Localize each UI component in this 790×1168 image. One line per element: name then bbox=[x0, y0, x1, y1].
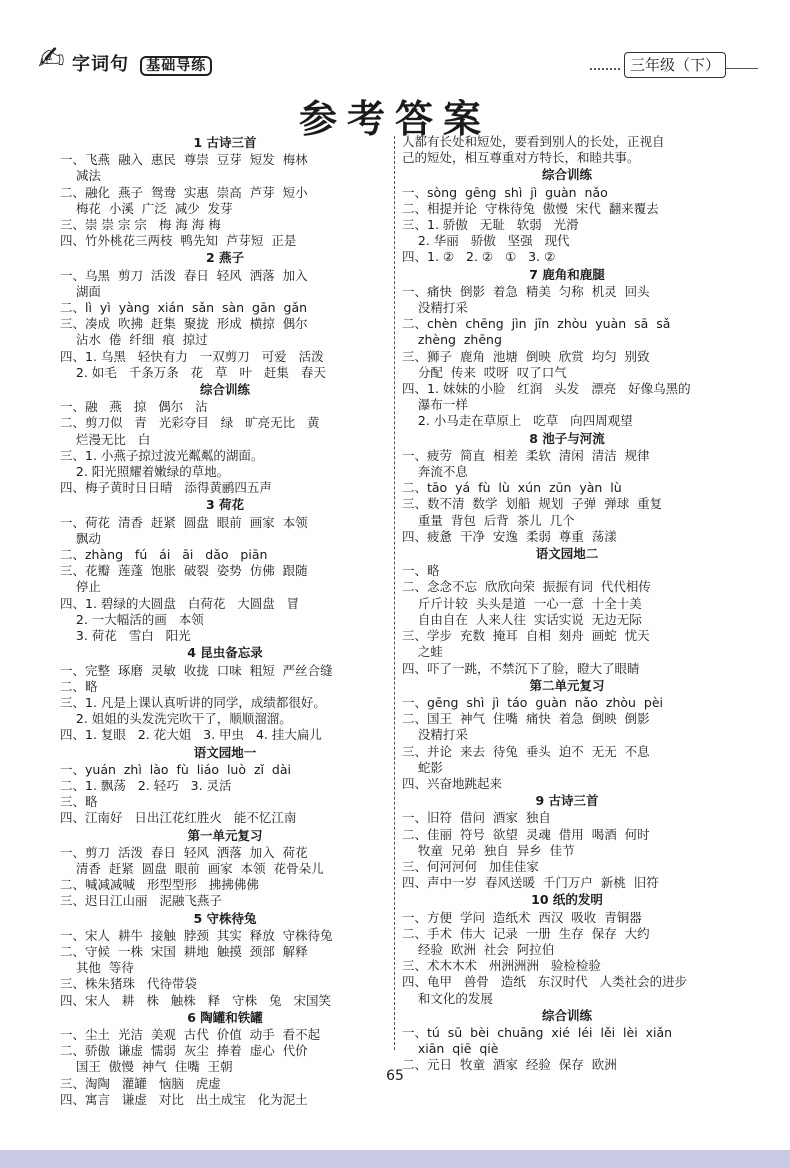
answer-line: 四、1. ② 2. ② ① 3. ② bbox=[402, 249, 556, 265]
answer-line: 一、乌黑 剪刀 活泼 春日 轻风 洒落 加入 bbox=[60, 267, 308, 283]
answer-line: 二、zhàng fú ái āi dǎo piān bbox=[60, 547, 268, 563]
answer-line: 四、1. 妹妹的小脸 红润 头发 漂亮 好像乌黑的 bbox=[402, 381, 691, 397]
answer-line: 没精打采 bbox=[402, 727, 468, 743]
answer-line: 二、佳丽 符号 欲望 灵魂 借用 喝酒 何时 bbox=[402, 826, 650, 842]
brush-icon: ✍ bbox=[38, 39, 65, 77]
answer-line: 2. 华丽 骄傲 坚强 现代 bbox=[402, 233, 570, 249]
section-heading: 3 荷花 bbox=[205, 497, 245, 513]
answer-line: 二、骄傲 谦虚 懦弱 灰尘 捧着 虚心 代价 bbox=[60, 1043, 308, 1059]
section-heading: 综合训练 bbox=[541, 167, 592, 183]
right-column bbox=[402, 134, 732, 1074]
answer-line: 三、并论 来去 待兔 垂头 迫不 无无 不息 bbox=[402, 743, 650, 759]
section-heading: 8 池子与河流 bbox=[529, 430, 605, 446]
grade-rule bbox=[726, 68, 758, 69]
answer-line: 牧童 兄弟 独自 异乡 佳节 bbox=[402, 842, 575, 858]
answer-line: 己的短处，相互尊重对方特长，和睦共事。 bbox=[402, 150, 640, 166]
answer-line: 四、1. 碧绿的大圆盘 白荷花 大圆盘 冒 bbox=[60, 595, 300, 611]
answer-line: 三、术木木术 州洲洲洲 验检检验 bbox=[402, 958, 601, 974]
answer-line: 二、融化 燕子 鸳鸯 实惠 崇高 芦芽 短小 bbox=[60, 184, 308, 200]
answer-line: 2. 阳光照耀着嫩绿的草地。 bbox=[60, 464, 230, 480]
answer-line: 二、相提并论 守株待兔 傲慢 宋代 翻来覆去 bbox=[402, 200, 659, 216]
answer-line: 四、龟甲 兽骨 造纸 东汉时代 人类社会的进步 bbox=[402, 974, 688, 990]
answer-line: 一、旧符 借问 酒家 独自 bbox=[402, 810, 551, 826]
answer-line: 一、尘土 光洁 美观 古代 价值 动手 看不起 bbox=[60, 1026, 321, 1042]
answer-line: 二、念念不忘 欣欣向荣 振振有词 代代相传 bbox=[402, 579, 651, 595]
answer-line: 一、完整 琢磨 灵敏 收拢 口味 粗短 严丝合缝 bbox=[60, 662, 333, 678]
answer-line: 2. 一大幅活的画 本领 bbox=[60, 611, 204, 627]
answer-line: 奔流不息 bbox=[402, 464, 468, 480]
book-logo bbox=[38, 39, 248, 78]
answer-line: 三、狮子 鹿角 池塘 倒映 欣赏 均匀 别致 bbox=[402, 348, 650, 364]
answer-line: 烂漫无比 白 bbox=[60, 431, 151, 447]
section-heading: 4 昆虫备忘录 bbox=[187, 645, 263, 661]
section-heading: 7 鹿角和鹿腿 bbox=[529, 266, 605, 282]
answer-line: 瀑布一样 bbox=[402, 397, 468, 413]
answer-line: 四、宋人 耕 株 触株 释 守株 兔 宋国笑 bbox=[60, 992, 331, 1008]
answer-line: 其他 等待 bbox=[60, 960, 134, 976]
answer-line: 四、吓了一跳，不禁沉下了脸，瞪大了眼睛 bbox=[402, 660, 640, 676]
answer-line: 蛇影 bbox=[402, 759, 443, 775]
answer-line: 之蛙 bbox=[402, 644, 443, 660]
answer-line: 二、chèn chēng jìn jīn zhòu yuàn sā sǎ bbox=[402, 316, 671, 332]
answer-line: 清香 赶紧 圆盘 眼前 画家 本领 花骨朵儿 bbox=[60, 860, 324, 876]
answer-line: 二、手术 伟大 记录 一册 生存 保存 大约 bbox=[402, 925, 650, 941]
answer-line: 二、喊减减喊 形型型形 拂拂佛佛 bbox=[60, 877, 259, 893]
section-heading: 综合训练 bbox=[199, 382, 250, 398]
answer-line: 一、宋人 耕牛 接触 脖颈 其实 释放 守株待兔 bbox=[60, 927, 333, 943]
answer-line: 三、株朱猪珠 代待带袋 bbox=[60, 976, 197, 992]
answer-line: 经验 欧洲 社会 阿拉伯 bbox=[402, 941, 555, 957]
answer-line: 二、剪刀似 青 光彩夺目 绿 旷亮无比 黄 bbox=[60, 415, 320, 431]
left-column bbox=[60, 134, 390, 1108]
answer-line: xiān qiē qiè bbox=[402, 1041, 499, 1057]
answer-line: 一、sòng gēng shì jì guàn nǎo bbox=[402, 184, 608, 200]
answer-line: 3. 荷花 雪白 阳光 bbox=[60, 628, 191, 644]
answer-line: 2. 小马走在草原上 吃草 向四周观望 bbox=[402, 413, 633, 429]
answer-line: 一、疲劳 简直 相差 柔软 清闲 清洁 规律 bbox=[402, 447, 650, 463]
answer-line: 人都有长处和短处，要看到别人的长处，正视自 bbox=[402, 134, 665, 149]
answer-line: 和文化的发展 bbox=[402, 990, 493, 1006]
answer-line: 一、gēng shì jì táo guàn nǎo zhòu pèi bbox=[402, 694, 663, 710]
grade-badge: 三年级（下） bbox=[624, 52, 726, 78]
answer-line: 四、声中一岁 春风送暖 千门万户 新桃 旧符 bbox=[402, 875, 659, 891]
answer-line: 四、江南好 日出江花红胜火 能不忆江南 bbox=[60, 810, 297, 826]
section-heading: 2 燕子 bbox=[205, 250, 245, 266]
answer-line: 分配 传来 哎呀 叹了口气 bbox=[402, 364, 567, 380]
answer-line: 四、疲惫 干净 安逸 柔弱 尊重 荡漾 bbox=[402, 528, 617, 544]
answer-line: 四、寓言 谦虚 对比 出土成宝 化为泥土 bbox=[60, 1091, 308, 1107]
dotted-rule bbox=[590, 68, 620, 70]
answer-line: 二、略 bbox=[60, 678, 98, 694]
answer-line: 重量 背包 后背 茶儿 几个 bbox=[402, 512, 575, 528]
section-heading: 综合训练 bbox=[541, 1007, 592, 1023]
answer-line: 三、学步 充数 掩耳 自相 刻舟 画蛇 忧天 bbox=[402, 628, 650, 644]
answer-line: 三、花瓣 莲蓬 饱胀 破裂 姿势 仿佛 跟随 bbox=[60, 563, 308, 579]
answer-line: 斤斤计较 头头是道 一心一意 十全十美 bbox=[402, 595, 642, 611]
footer-band bbox=[0, 1150, 790, 1168]
answer-line: 四、1. 乌黑 轻快有力 一双剪刀 可爱 活泼 bbox=[60, 348, 324, 364]
answer-line: 一、yuán zhì lào fù liáo luò zǐ dài bbox=[60, 761, 291, 777]
answer-line: 二、lì yì yàng xián sǎn sàn gān gǎn bbox=[60, 300, 308, 316]
section-heading: 语文园地一 bbox=[193, 744, 257, 760]
page-title: 参考答案 bbox=[298, 96, 491, 141]
answer-line: 三、1. 凡是上课认真听讲的同学，成绩都很好。 bbox=[60, 694, 326, 710]
answer-line: 停止 bbox=[60, 579, 101, 595]
answer-line: 四、兴奋地跳起来 bbox=[402, 775, 503, 791]
answer-line: 沾水 倦 纤细 痕 掠过 bbox=[60, 332, 208, 348]
answer-line: 国王 傲慢 神气 住嘴 王朝 bbox=[60, 1059, 233, 1075]
answer-line: 一、飞燕 融入 惠民 尊崇 豆芽 短发 梅林 bbox=[60, 152, 308, 168]
section-heading: 6 陶罐和铁罐 bbox=[187, 1009, 263, 1025]
section-heading: 第二单元复习 bbox=[529, 677, 605, 693]
brand-part2: 基础导练 bbox=[140, 56, 212, 76]
answer-line: 2. 姐姐的头发洗完吹干了，顺顺溜溜。 bbox=[60, 711, 292, 727]
answer-line: 湖面 bbox=[60, 283, 101, 299]
section-heading: 9 古诗三首 bbox=[535, 793, 599, 809]
answer-line: 一、荷花 清香 赶紧 圆盘 眼前 画家 本领 bbox=[60, 514, 308, 530]
answer-line: 一、tú sū bèi chuāng xié léi lěi lèi xiǎn bbox=[402, 1024, 673, 1040]
brand-title bbox=[72, 50, 212, 76]
section-heading: 5 守株待兔 bbox=[193, 910, 257, 926]
answer-line: zhèng zhēng bbox=[402, 332, 502, 348]
answer-line: 四、1. 复眼 2. 花大姐 3. 甲虫 4. 挂大扁儿 bbox=[60, 727, 322, 743]
page-number: 65 bbox=[386, 1068, 404, 1084]
answer-line: 一、痛快 倒影 着急 精美 匀称 机灵 回头 bbox=[402, 283, 650, 299]
answer-line: 四、竹外桃花三两枝 鸭先知 芦芽短 正是 bbox=[60, 233, 297, 249]
answer-line: 三、凑成 吹拂 赶集 聚拢 形成 横掠 偶尔 bbox=[60, 316, 308, 332]
answer-line: 三、淘陶 灌罐 恼脑 虎虚 bbox=[60, 1075, 221, 1091]
section-heading: 语文园地二 bbox=[535, 546, 599, 562]
brand-part1: 字词句 bbox=[72, 54, 129, 75]
section-heading: 10 纸的发明 bbox=[531, 892, 603, 908]
answer-line: 二、守候 一株 宋国 耕地 触摸 颈部 解释 bbox=[60, 943, 308, 959]
answer-line: 减法 bbox=[60, 168, 101, 184]
answer-line: 三、何河河何 加佳佳家 bbox=[402, 858, 539, 874]
answer-line: 二、tāo yá fù lù xún zūn yàn lù bbox=[402, 480, 622, 496]
answer-line: 一、略 bbox=[402, 563, 440, 579]
answer-line: 三、略 bbox=[60, 794, 98, 810]
answer-line: 一、剪刀 活泼 春日 轻风 洒落 加入 荷花 bbox=[60, 844, 308, 860]
answer-line: 三、1. 小燕子掠过波光粼粼的湖面。 bbox=[60, 447, 264, 463]
answer-line: 三、数不清 数学 划船 规划 子弹 弹球 重复 bbox=[402, 496, 663, 512]
answer-line: 三、迟日江山丽 泥融飞燕子 bbox=[60, 893, 222, 909]
section-heading: 第一单元复习 bbox=[187, 827, 263, 843]
answer-line: 梅花 小溪 广泛 减少 发芽 bbox=[60, 200, 233, 216]
page-header bbox=[0, 0, 790, 90]
answer-line: 一、方便 学问 造纸术 西汉 吸收 青铜器 bbox=[402, 909, 642, 925]
answer-line: 自由自在 人来人往 实话实说 无边无际 bbox=[402, 611, 642, 627]
answer-line: 三、1. 骄傲 无耻 软弱 光滑 bbox=[402, 217, 579, 233]
answer-line: 二、国王 神气 住嘴 痛快 着急 倒映 倒影 bbox=[402, 711, 650, 727]
answer-line: 飘动 bbox=[60, 530, 101, 546]
answer-line: 一、融 燕 掠 偶尔 沾 bbox=[60, 399, 208, 415]
answer-line: 2. 如毛 千条万条 花 草 叶 赶集 春天 bbox=[60, 364, 326, 380]
answer-line: 二、1. 飘荡 2. 轻巧 3. 灵活 bbox=[60, 777, 232, 793]
answer-line: 四、梅子黄时日日晴 添得黄鹂四五声 bbox=[60, 480, 272, 496]
section-heading: 1 古诗三首 bbox=[193, 135, 257, 150]
answer-line: 二、元日 牧童 酒家 经验 保存 欧洲 bbox=[402, 1057, 617, 1073]
column-divider bbox=[394, 136, 395, 1050]
answer-line: 三、崇 崇 宗 宗 梅 海 海 梅 bbox=[60, 217, 221, 233]
answer-line: 没精打采 bbox=[402, 300, 468, 316]
